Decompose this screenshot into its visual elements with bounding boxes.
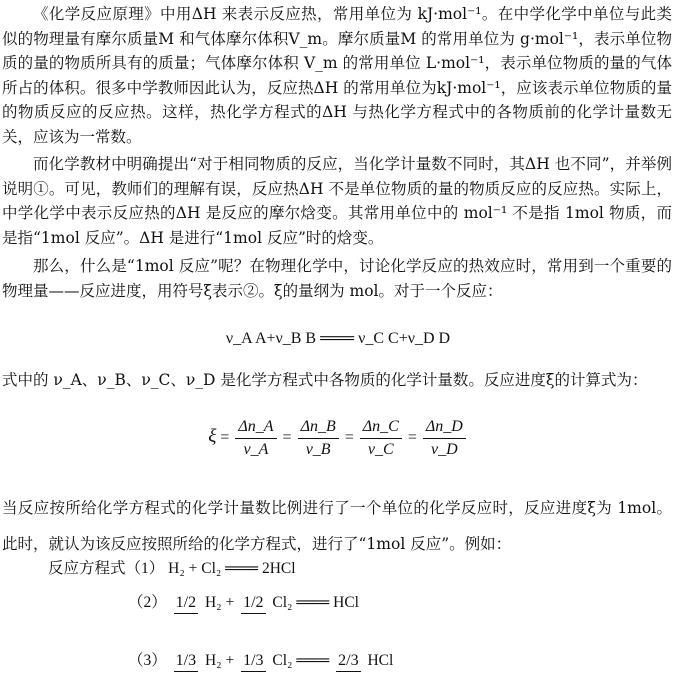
coef-numerator: 2/3 (336, 651, 360, 672)
example-1 (48, 556, 296, 578)
example-3-hcl: HCl (367, 652, 394, 669)
example-1-index: （1） (125, 560, 165, 577)
coef-numerator: 1/3 (241, 651, 265, 672)
fraction-B-denominator: ν_B (305, 441, 331, 458)
coef-numerator: 1/3 (174, 651, 198, 672)
example-2 (128, 590, 359, 614)
example-2-coef-cl2 (241, 593, 265, 614)
fraction-B (298, 416, 339, 461)
fraction-C-denominator: ν_C (367, 441, 394, 458)
paragraph-5: 当反应按所给化学方程式的化学计量数比例进行了一个单位的化学反应时，反应进度ξ为 1mol。此时，就认为该反应按照所给的化学方程式，进行了“1mol 反应”。例如： (2, 499, 672, 553)
paragraph-4: 式中的 ν_A、ν_B、ν_C、ν_D 是化学方程式中各物质的化学计量数。反应进度ξ的计算式为： (2, 371, 648, 389)
example-2-h2: H₂ + (204, 594, 235, 611)
fraction-D-denominator: ν_D (431, 441, 458, 458)
fraction-A-numerator: Δn_A (235, 416, 276, 439)
example-3 (128, 648, 393, 672)
reaction-equation: ν_A A+ν_B B ═══ ν_C C+ν_D D (225, 330, 451, 347)
fraction-B-numerator: Δn_B (298, 416, 339, 439)
example-2-index: （2） (128, 594, 167, 611)
paragraph-3: 那么，什么是“1mol 反应”呢？在物理化学中，讨论化学反应的热效应时，常用到一个重要的物理量——反应进度，用符号ξ表示②。ξ的量纲为 mol。对于一个反应： (2, 257, 672, 300)
example-1-equation: H₂ + Cl₂ ═══ 2HCl (168, 560, 296, 577)
paragraph-2: 而化学教材中明确提出“对于相同物质的反应，当化学计量数不同时，其ΔH 也不同”，并举例说明①。可见，教师们的理解有误，反应热ΔH 不是单位物质的量的物质反应的反应热。实际上，中学化学中表示反应热的ΔH 是反应的摩尔焓变。其常用单位中的 mol⁻¹ 不是指 1mol 物质，而是指“1mol 反应”。ΔH 是进行“1mol 反应”时的焓变。 (2, 155, 672, 247)
fraction-A-denominator: ν_A (243, 441, 269, 458)
fraction-D-numerator: Δn_D (423, 416, 466, 439)
coef-numerator: 1/2 (174, 593, 198, 614)
fraction-C (360, 416, 402, 461)
examples-label: 反应方程式 (48, 560, 126, 577)
example-2-rest: Cl₂ ═══ HCl (272, 594, 359, 611)
xi-symbol: ξ (208, 426, 217, 448)
example-3-index: （3） (128, 652, 167, 669)
example-3-h2: H₂ + (204, 652, 235, 669)
paragraph-1: 《化学反应原理》中用ΔH 来表示反应热，常用单位为 kJ·mol⁻¹。在中学化学中单位与此类似的物理量有摩尔质量M 和气体摩尔体积V_m。摩尔质量M 的常用单位为 g·mol⁻¹，表示单位物质的量的物质所具有的质量；气体摩尔体积 V_m 的常用单位 L·mol⁻¹，表示单位物质的量的气体所占的体积。很多中学教师因此认为，反应热ΔH 的常用单位为kJ·mol⁻¹，应该表示单位物质的量的物质反应的反应热。这样，热化学方程式的ΔH 与热化学方程式中的各物质前的化学计量数无关，应该为一常数。 (2, 5, 672, 146)
example-3-mid: Cl₂ ═══ (272, 652, 330, 669)
example-2-coef-h2 (174, 593, 198, 614)
example-3-coef-cl2 (241, 651, 265, 672)
fraction-D (423, 416, 466, 461)
fraction-C-numerator: Δn_C (360, 416, 402, 439)
fraction-A (235, 416, 276, 461)
example-3-coef-hcl (336, 651, 360, 672)
example-3-coef-h2 (174, 651, 198, 672)
xi-formula: ξ = $\frac{\Delta n\_A}{\nu\_A}$ = $\frac{\Delta n\_B}{\nu\_B}$ = $\frac{\Delta n\_C}{\nu\_C}$ = $\frac{\Delta n\_D}{\nu\_D}$ (0, 416, 676, 461)
coef-numerator: 1/2 (241, 593, 265, 614)
